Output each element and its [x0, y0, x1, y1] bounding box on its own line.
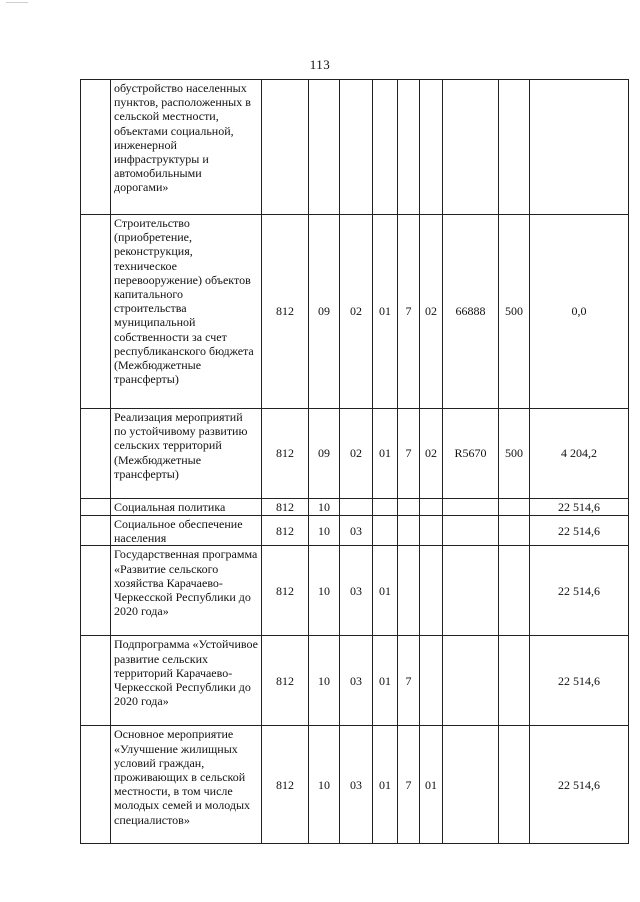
subprogram-code: 7: [398, 726, 420, 844]
expense-type-code: [499, 546, 530, 636]
expense-type-code: [499, 516, 530, 546]
direction-code: [443, 726, 499, 844]
event-code: [420, 516, 443, 546]
subprogram-code: 7: [398, 215, 420, 409]
amount: 4 204,2: [530, 409, 629, 499]
subsection-code: 03: [340, 546, 373, 636]
table-row: [81, 215, 629, 409]
amount: [530, 80, 629, 215]
subsection-code: 02: [340, 409, 373, 499]
subsection-code: [340, 499, 373, 516]
row-name: Строительство (приобретение, реконструкция, техническое перевооружение) объектов капитального строительства муниципальной собственности за счет республиканского бюджета (Межбюджетные трансферты): [111, 215, 262, 409]
row-name: Социальное обеспечение населения: [111, 516, 262, 546]
amount: 22 514,6: [530, 546, 629, 636]
event-code: 02: [420, 215, 443, 409]
section-code: 10: [309, 726, 340, 844]
number-cell: [81, 636, 111, 726]
amount: 0,0: [530, 215, 629, 409]
subprogram-code: [398, 516, 420, 546]
event-code: [420, 636, 443, 726]
row-name: Социальная политика: [111, 499, 262, 516]
row-name: Подпрограмма «Устойчивое развитие сельских территорий Карачаево-Черкесской Республики до 2020 года»: [111, 636, 262, 726]
amount: 22 514,6: [530, 499, 629, 516]
event-code: 02: [420, 409, 443, 499]
event-code: [420, 80, 443, 215]
table-row: [81, 516, 629, 546]
section-code: 09: [309, 215, 340, 409]
subprogram-code: 7: [398, 636, 420, 726]
direction-code: [443, 499, 499, 516]
expense-type-code: [499, 636, 530, 726]
admin-code: 812: [262, 215, 309, 409]
program-code: [373, 499, 398, 516]
number-cell: [81, 409, 111, 499]
amount: 22 514,6: [530, 726, 629, 844]
event-code: [420, 546, 443, 636]
row-name: Государственная программа «Развитие сельского хозяйства Карачаево-Черкесской Республики до 2020 года»: [111, 546, 262, 636]
page-number: 113: [309, 57, 331, 72]
amount: 22 514,6: [530, 636, 629, 726]
scan-corner-mark: [6, 2, 28, 9]
event-code: 01: [420, 726, 443, 844]
section-code: 10: [309, 499, 340, 516]
row-name: Реализация мероприятий по устойчивому развитию сельских территорий (Межбюджетные трансферты): [111, 409, 262, 499]
admin-code: 812: [262, 409, 309, 499]
section-code: 10: [309, 636, 340, 726]
number-cell: [81, 80, 111, 215]
direction-code: [443, 516, 499, 546]
program-code: 01: [373, 409, 398, 499]
expense-type-code: [499, 499, 530, 516]
subprogram-code: [398, 546, 420, 636]
program-code: 01: [373, 726, 398, 844]
event-code: [420, 499, 443, 516]
admin-code: 812: [262, 726, 309, 844]
subprogram-code: [398, 499, 420, 516]
expense-type-code: [499, 726, 530, 844]
row-name: обустройство населенных пунктов, расположенных в сельской местности, объектами социальной, инженерной инфраструктуры и автомобильными дорогами»: [111, 80, 262, 215]
budget-table: [80, 79, 629, 844]
admin-code: 812: [262, 636, 309, 726]
direction-code: [443, 546, 499, 636]
table-row: [81, 409, 629, 499]
section-code: [309, 80, 340, 215]
admin-code: 812: [262, 516, 309, 546]
direction-code: 66888: [443, 215, 499, 409]
number-cell: [81, 726, 111, 844]
table-row: [81, 636, 629, 726]
program-code: [373, 516, 398, 546]
subsection-code: 03: [340, 636, 373, 726]
amount: 22 514,6: [530, 516, 629, 546]
table-row: [81, 726, 629, 844]
table-row: [81, 80, 629, 215]
expense-type-code: 500: [499, 215, 530, 409]
expense-type-code: [499, 80, 530, 215]
program-code: 01: [373, 215, 398, 409]
direction-code: [443, 80, 499, 215]
admin-code: [262, 80, 309, 215]
program-code: 01: [373, 546, 398, 636]
program-code: 01: [373, 636, 398, 726]
subprogram-code: [398, 80, 420, 215]
number-cell: [81, 215, 111, 409]
subsection-code: [340, 80, 373, 215]
program-code: [373, 80, 398, 215]
section-code: 09: [309, 409, 340, 499]
direction-code: [443, 636, 499, 726]
section-code: 10: [309, 516, 340, 546]
subsection-code: 02: [340, 215, 373, 409]
section-code: 10: [309, 546, 340, 636]
expense-type-code: 500: [499, 409, 530, 499]
table-row: [81, 499, 629, 516]
row-name: Основное мероприятие «Улучшение жилищных условий граждан, проживающих в сельской местности, в том числе молодых семей и молодых специалистов»: [111, 726, 262, 844]
subsection-code: 03: [340, 726, 373, 844]
admin-code: 812: [262, 499, 309, 516]
number-cell: [81, 499, 111, 516]
direction-code: R5670: [443, 409, 499, 499]
table-row: [81, 546, 629, 636]
subprogram-code: 7: [398, 409, 420, 499]
subsection-code: 03: [340, 516, 373, 546]
admin-code: 812: [262, 546, 309, 636]
number-cell: [81, 516, 111, 546]
number-cell: [81, 546, 111, 636]
